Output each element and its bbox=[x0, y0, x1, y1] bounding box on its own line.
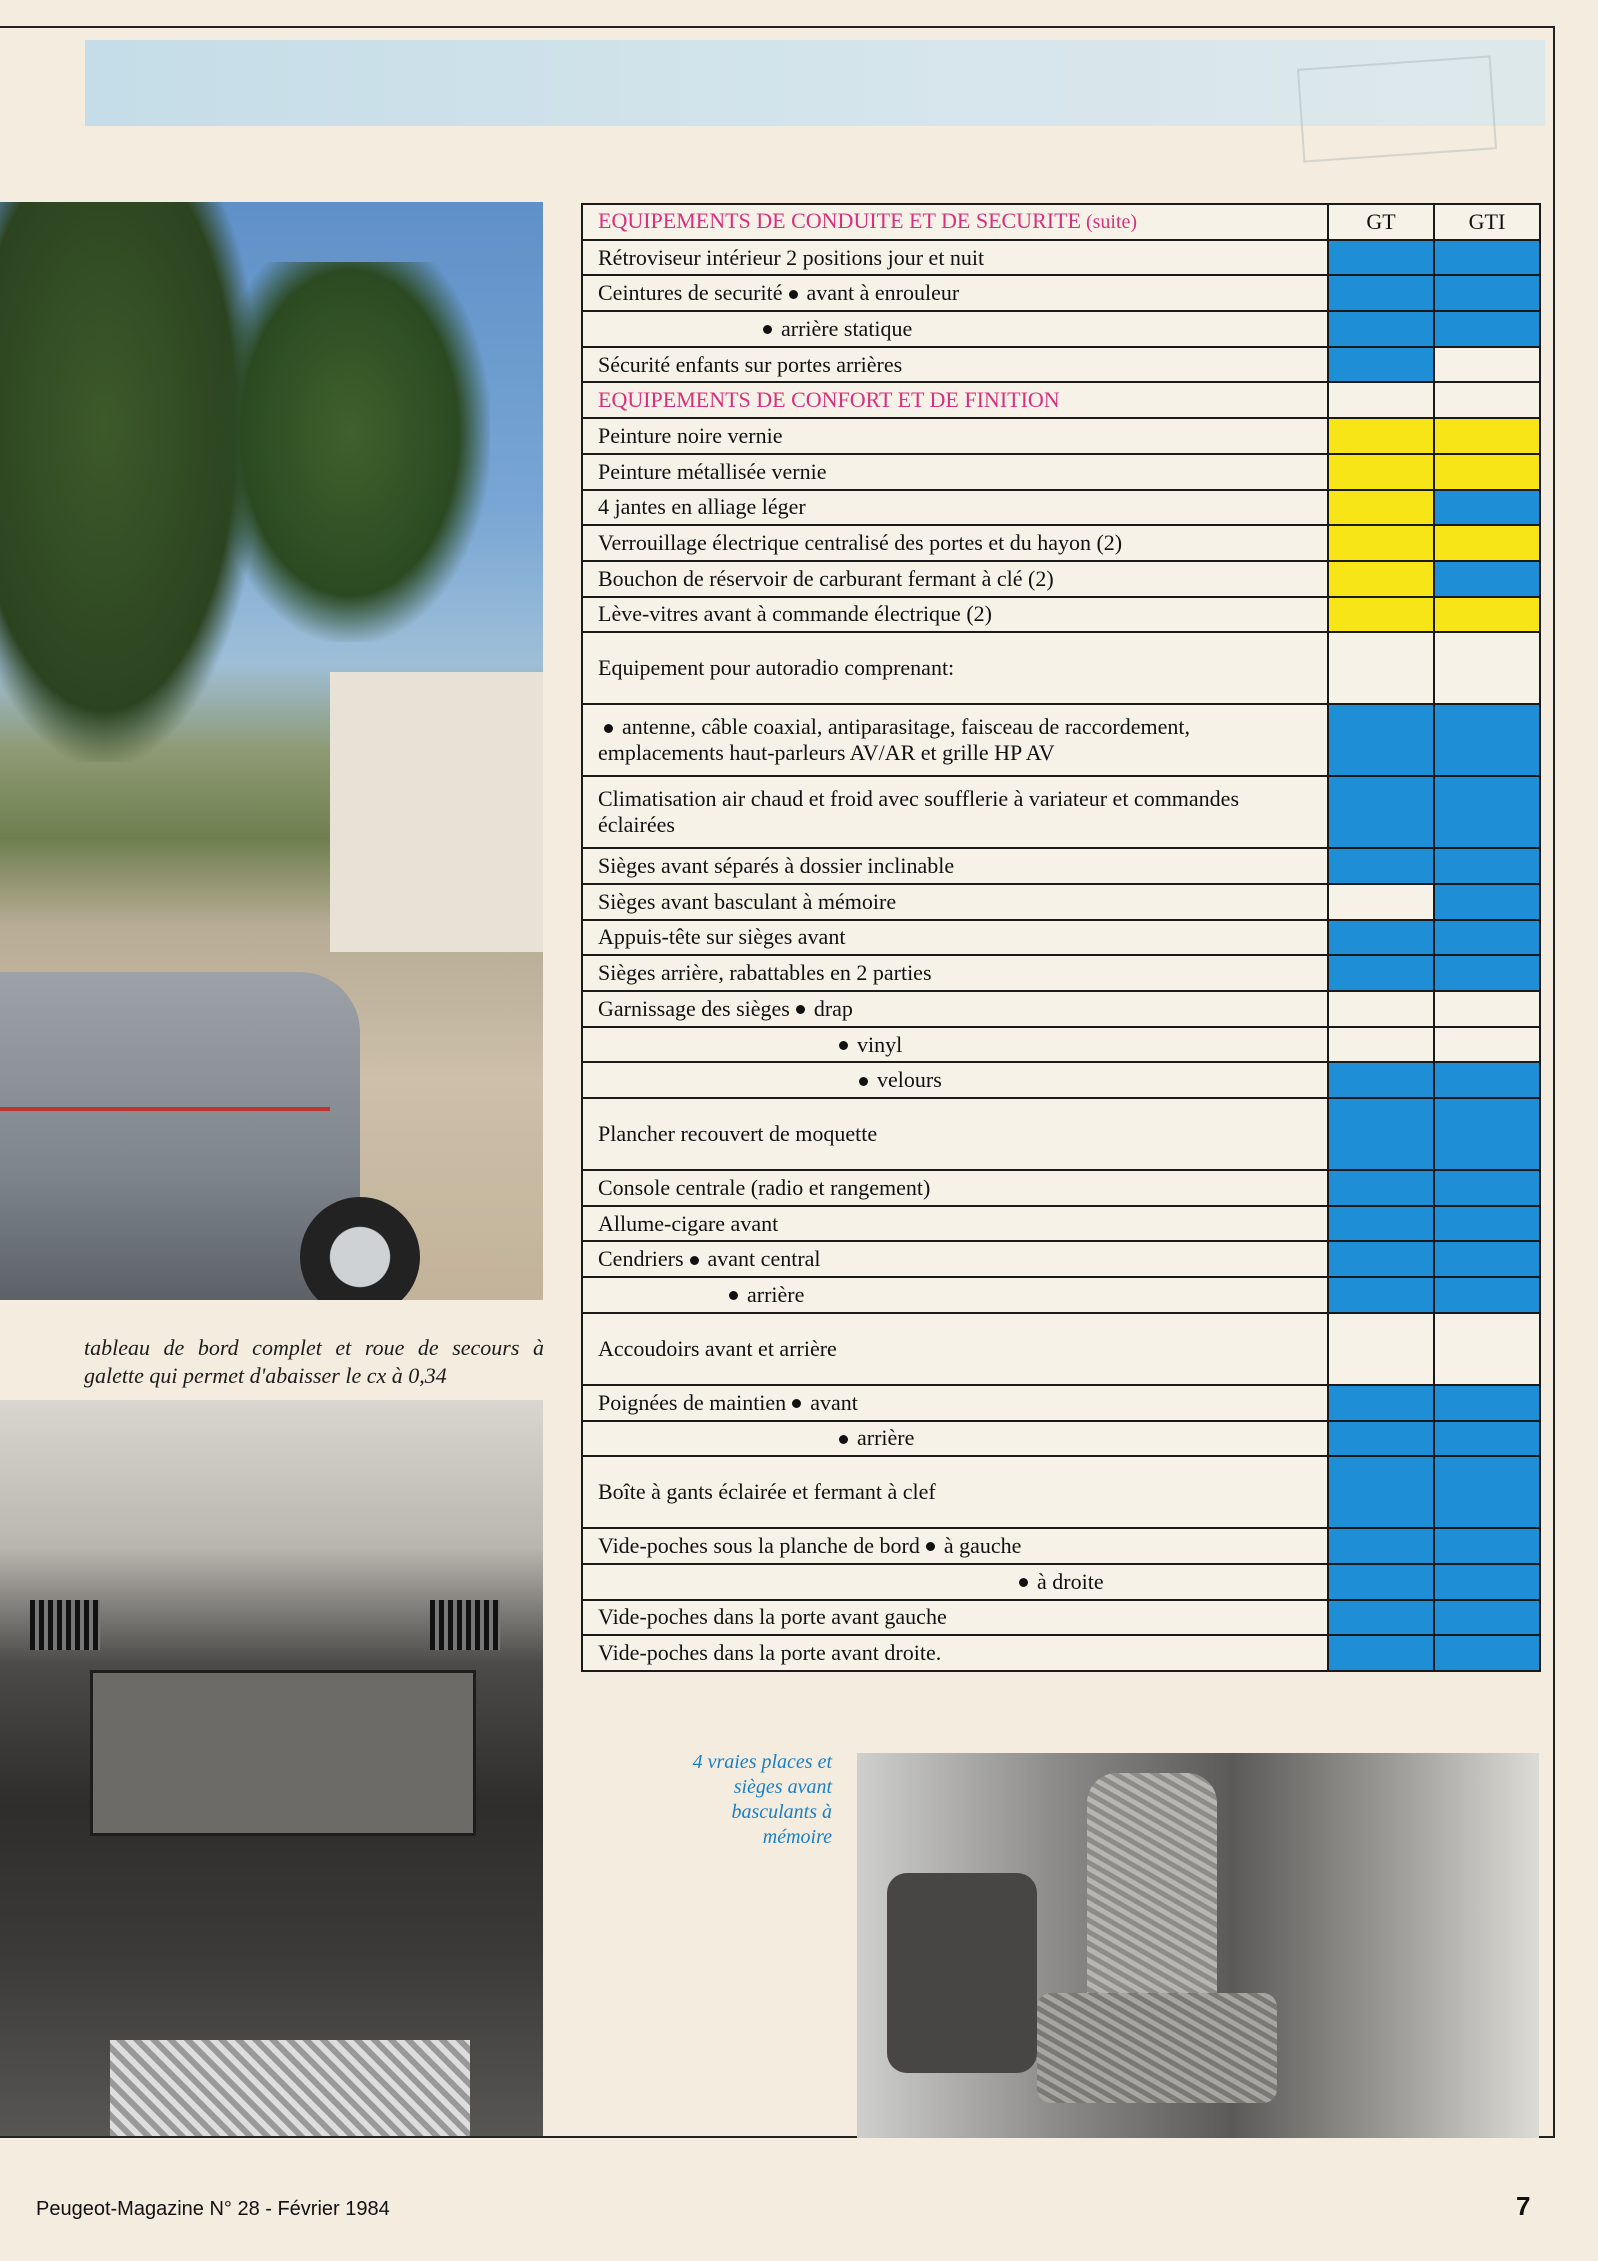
table-row bbox=[582, 955, 1540, 991]
bullet-icon bbox=[789, 290, 798, 299]
equipment-label-text: Rétroviseur intérieur 2 positions jour et nuit bbox=[598, 244, 985, 270]
availability-cell-gt bbox=[1328, 1027, 1434, 1063]
availability-cell-gti bbox=[1434, 240, 1540, 276]
equipment-label-text: Peinture métallisée vernie bbox=[598, 458, 827, 484]
table-row bbox=[582, 597, 1540, 633]
equipment-label-text: Accoudoirs avant et arrière bbox=[598, 1335, 837, 1361]
equipment-label-text: Vide-poches sous la planche de bord bbox=[598, 1533, 920, 1559]
glovebox-shape bbox=[90, 1670, 476, 1836]
availability-cell-gt bbox=[1328, 597, 1434, 633]
equipment-label-text: Ceintures de securité bbox=[598, 280, 783, 306]
equipment-label bbox=[582, 1421, 1328, 1457]
availability-cell-gti bbox=[1434, 632, 1540, 704]
dashboard-photo bbox=[0, 1400, 543, 2136]
equipment-label bbox=[582, 525, 1328, 561]
equipment-label bbox=[582, 1098, 1328, 1170]
equipment-label bbox=[582, 597, 1328, 633]
seat-base-shape bbox=[1037, 1993, 1277, 2103]
equipment-label bbox=[582, 955, 1328, 991]
table-section-row bbox=[582, 204, 1540, 240]
equipment-label bbox=[582, 1277, 1328, 1313]
equipment-sublabel: avant bbox=[810, 1389, 858, 1415]
equipment-label-text: Garnissage des sièges bbox=[598, 995, 790, 1021]
availability-cell-gti bbox=[1434, 490, 1540, 526]
availability-cell-gt bbox=[1328, 1098, 1434, 1170]
availability-cell-gti bbox=[1434, 1600, 1540, 1636]
equipment-label bbox=[582, 347, 1328, 383]
equipment-label-text: Appuis-tête sur sièges avant bbox=[598, 924, 846, 950]
table-row bbox=[582, 1600, 1540, 1636]
availability-cell-gti bbox=[1434, 1385, 1540, 1421]
table-row bbox=[582, 1635, 1540, 1671]
table-row bbox=[582, 632, 1540, 704]
availability-cell-gti bbox=[1434, 776, 1540, 848]
air-vent-shape bbox=[430, 1600, 500, 1650]
tree-shape bbox=[210, 262, 490, 642]
equipment-table-body bbox=[582, 204, 1540, 1671]
equipment-label bbox=[582, 1170, 1328, 1206]
equipment-label-text: Peinture noire vernie bbox=[598, 422, 783, 448]
availability-cell-gti bbox=[1434, 1098, 1540, 1170]
availability-cell-gt bbox=[1328, 418, 1434, 454]
table-row bbox=[582, 848, 1540, 884]
availability-cell-gti bbox=[1434, 275, 1540, 311]
equipment-sublabel: drap bbox=[813, 995, 853, 1021]
equipment-label-text: Lève-vitres avant à commande électrique (2) bbox=[598, 601, 992, 627]
availability-cell-gt bbox=[1328, 1600, 1434, 1636]
section-title bbox=[582, 204, 1328, 240]
equipment-label bbox=[582, 1062, 1328, 1098]
equipment-table bbox=[581, 203, 1541, 1672]
table-row bbox=[582, 418, 1540, 454]
bullet-icon bbox=[796, 1005, 805, 1014]
availability-cell-gti bbox=[1434, 561, 1540, 597]
availability-cell-gti bbox=[1434, 1277, 1540, 1313]
availability-cell-gt bbox=[1328, 776, 1434, 848]
table-row bbox=[582, 275, 1540, 311]
air-vent-shape bbox=[30, 1600, 100, 1650]
availability-cell-gti bbox=[1434, 1206, 1540, 1242]
availability-cell-gt bbox=[1328, 240, 1434, 276]
table-row bbox=[582, 311, 1540, 347]
bullet-icon bbox=[839, 1435, 848, 1444]
seats-photo bbox=[857, 1753, 1539, 2138]
equipment-label bbox=[582, 991, 1328, 1027]
equipment-label-text: 4 jantes en alliage léger bbox=[598, 494, 806, 520]
availability-cell-gt bbox=[1328, 454, 1434, 490]
availability-cell-gti bbox=[1434, 848, 1540, 884]
table-section-row bbox=[582, 382, 1540, 418]
table-row bbox=[582, 991, 1540, 1027]
availability-cell-gti bbox=[1434, 1421, 1540, 1457]
equipment-label-text: Poignées de maintien bbox=[598, 1389, 787, 1415]
equipment-label bbox=[582, 1385, 1328, 1421]
availability-cell-gti bbox=[1434, 1456, 1540, 1528]
bullet-icon bbox=[792, 1399, 801, 1408]
equipment-label bbox=[582, 490, 1328, 526]
table-row bbox=[582, 1421, 1540, 1457]
equipment-label-text: Cendriers bbox=[598, 1246, 684, 1272]
availability-cell-gt bbox=[1328, 1456, 1434, 1528]
availability-cell-gt bbox=[1328, 1241, 1434, 1277]
availability-cell-gt bbox=[1328, 1385, 1434, 1421]
equipment-label bbox=[582, 1313, 1328, 1385]
car-photo-caption: tableau de bord complet et roue de secours à galette qui permet d'abaisser le cx à 0,34 bbox=[84, 1335, 544, 1388]
table-row bbox=[582, 240, 1540, 276]
availability-cell-gt bbox=[1328, 1062, 1434, 1098]
availability-cell-gti bbox=[1434, 454, 1540, 490]
availability-cell-gti bbox=[1434, 1027, 1540, 1063]
seat-fabric-shape bbox=[110, 2040, 470, 2136]
equipment-sublabel: antenne, câble coaxial, antiparasitage, faisceau de raccordement, emplacements haut-parleurs AV/AR et grille HP AV bbox=[598, 714, 1191, 766]
table-row bbox=[582, 1528, 1540, 1564]
table-row bbox=[582, 776, 1540, 848]
availability-cell-gti bbox=[1434, 525, 1540, 561]
equipment-label bbox=[582, 704, 1328, 776]
equipment-label-text: Vide-poches dans la porte avant gauche bbox=[598, 1604, 947, 1630]
availability-cell-gt bbox=[1328, 632, 1434, 704]
column-header-gt: GT bbox=[1328, 204, 1434, 240]
bullet-icon bbox=[763, 325, 772, 334]
availability-cell-gti bbox=[1434, 920, 1540, 956]
equipment-label-text: EQUIPEMENTS DE CONFORT ET DE FINITION bbox=[598, 387, 1060, 413]
bullet-icon bbox=[690, 1256, 699, 1265]
availability-cell-gt bbox=[1328, 1313, 1434, 1385]
availability-cell-gt bbox=[1328, 955, 1434, 991]
availability-cell-gti bbox=[1434, 382, 1540, 418]
table-row bbox=[582, 1098, 1540, 1170]
availability-cell-gt bbox=[1328, 1170, 1434, 1206]
equipment-label bbox=[582, 1528, 1328, 1564]
equipment-sublabel: arrière bbox=[857, 1425, 915, 1451]
table-row bbox=[582, 704, 1540, 776]
bullet-icon bbox=[604, 724, 613, 733]
availability-cell-gti bbox=[1434, 311, 1540, 347]
column-header-gti: GTI bbox=[1434, 204, 1540, 240]
equipment-sublabel: à droite bbox=[1037, 1568, 1104, 1594]
availability-cell-gti bbox=[1434, 1062, 1540, 1098]
bullet-icon bbox=[926, 1542, 935, 1551]
equipment-label bbox=[582, 1241, 1328, 1277]
availability-cell-gt bbox=[1328, 704, 1434, 776]
table-row bbox=[582, 1277, 1540, 1313]
availability-cell-gti bbox=[1434, 1635, 1540, 1671]
availability-cell-gti bbox=[1434, 347, 1540, 383]
equipment-label-text: Allume-cigare avant bbox=[598, 1210, 779, 1236]
availability-cell-gt bbox=[1328, 991, 1434, 1027]
availability-cell-gti bbox=[1434, 991, 1540, 1027]
seat-back-shape bbox=[1087, 1773, 1217, 2003]
equipment-label-text: Sièges arrière, rabattables en 2 parties bbox=[598, 960, 932, 986]
availability-cell-gti bbox=[1434, 1241, 1540, 1277]
equipment-label-text: Plancher recouvert de moquette bbox=[598, 1121, 878, 1147]
footer-page-number: 7 bbox=[1516, 2191, 1531, 2221]
stamp-mark bbox=[1297, 55, 1497, 162]
availability-cell-gti bbox=[1434, 1313, 1540, 1385]
car-photo bbox=[0, 202, 543, 1300]
availability-cell-gt bbox=[1328, 920, 1434, 956]
equipment-label bbox=[582, 1456, 1328, 1528]
section-suffix: (suite) bbox=[1080, 211, 1138, 234]
availability-cell-gti bbox=[1434, 1528, 1540, 1564]
table-row bbox=[582, 1170, 1540, 1206]
equipment-sublabel: arrière statique bbox=[781, 315, 913, 341]
equipment-label-text: Sécurité enfants sur portes arrières bbox=[598, 351, 903, 377]
availability-cell-gti bbox=[1434, 955, 1540, 991]
availability-cell-gti bbox=[1434, 1170, 1540, 1206]
availability-cell-gti bbox=[1434, 597, 1540, 633]
equipment-label bbox=[582, 884, 1328, 920]
availability-cell-gt bbox=[1328, 1421, 1434, 1457]
equipment-sublabel: avant à enrouleur bbox=[806, 280, 960, 306]
bullet-icon bbox=[839, 1041, 848, 1050]
equipment-label-text: Sièges avant basculant à mémoire bbox=[598, 888, 897, 914]
equipment-label-text: Console centrale (radio et rangement) bbox=[598, 1174, 931, 1200]
equipment-label-text: Verrouillage électrique centralisé des portes et du hayon (2) bbox=[598, 530, 1123, 556]
availability-cell-gti bbox=[1434, 704, 1540, 776]
equipment-label bbox=[582, 275, 1328, 311]
availability-cell-gt bbox=[1328, 884, 1434, 920]
equipment-sublabel: arrière bbox=[747, 1281, 805, 1307]
house-shape bbox=[330, 672, 543, 952]
availability-cell-gt bbox=[1328, 1635, 1434, 1671]
equipment-sublabel: vinyl bbox=[857, 1031, 903, 1057]
table-row bbox=[582, 920, 1540, 956]
availability-cell-gt bbox=[1328, 1564, 1434, 1600]
availability-cell-gti bbox=[1434, 1564, 1540, 1600]
availability-cell-gt bbox=[1328, 848, 1434, 884]
car-stripe bbox=[0, 1107, 330, 1111]
table-row bbox=[582, 1385, 1540, 1421]
availability-cell-gt bbox=[1328, 347, 1434, 383]
availability-cell-gt bbox=[1328, 382, 1434, 418]
table-row bbox=[582, 561, 1540, 597]
availability-cell-gt bbox=[1328, 311, 1434, 347]
car-wheel-shape bbox=[300, 1197, 420, 1300]
table-row bbox=[582, 1206, 1540, 1242]
equipment-label bbox=[582, 1564, 1328, 1600]
equipment-label bbox=[582, 311, 1328, 347]
availability-cell-gt bbox=[1328, 561, 1434, 597]
table-row bbox=[582, 454, 1540, 490]
equipment-label-text: Sièges avant séparés à dossier inclinable bbox=[598, 853, 955, 879]
equipment-label bbox=[582, 561, 1328, 597]
equipment-label bbox=[582, 1027, 1328, 1063]
bullet-icon bbox=[859, 1077, 868, 1086]
table-row bbox=[582, 1241, 1540, 1277]
availability-cell-gt bbox=[1328, 1206, 1434, 1242]
equipment-label bbox=[582, 240, 1328, 276]
equipment-sublabel: avant central bbox=[707, 1246, 821, 1272]
availability-cell-gti bbox=[1434, 418, 1540, 454]
availability-cell-gt bbox=[1328, 1528, 1434, 1564]
equipment-label bbox=[582, 848, 1328, 884]
equipment-label-text: Equipement pour autoradio comprenant: bbox=[598, 655, 955, 681]
equipment-label-text: Bouchon de réservoir de carburant fermant à clé (2) bbox=[598, 565, 1054, 591]
equipment-label-text: EQUIPEMENTS DE CONDUITE ET DE SECURITE bbox=[598, 208, 1081, 234]
table-row bbox=[582, 347, 1540, 383]
availability-cell-gt bbox=[1328, 525, 1434, 561]
equipment-sublabel: velours bbox=[877, 1067, 942, 1093]
table-row bbox=[582, 1027, 1540, 1063]
equipment-label bbox=[582, 632, 1328, 704]
table-row bbox=[582, 490, 1540, 526]
seats-photo-caption: 4 vraies places et sièges avant basculants à mémoire bbox=[692, 1751, 832, 1848]
rear-seat-shape bbox=[887, 1873, 1037, 2073]
table-row bbox=[582, 1564, 1540, 1600]
table-row bbox=[582, 1062, 1540, 1098]
footer-publication: Peugeot-Magazine N° 28 - Février 1984 bbox=[36, 2198, 390, 2220]
availability-cell-gt bbox=[1328, 275, 1434, 311]
section-title bbox=[582, 382, 1328, 418]
page-border-right bbox=[1553, 26, 1555, 2138]
equipment-label bbox=[582, 1206, 1328, 1242]
equipment-label-text: Vide-poches dans la porte avant droite. bbox=[598, 1640, 942, 1666]
bullet-icon bbox=[729, 1291, 738, 1300]
equipment-label-text: Boîte à gants éclairée et fermant à clef bbox=[598, 1479, 936, 1505]
equipment-label bbox=[582, 1635, 1328, 1671]
availability-cell-gt bbox=[1328, 1277, 1434, 1313]
table-row bbox=[582, 525, 1540, 561]
table-row bbox=[582, 1456, 1540, 1528]
bullet-icon bbox=[1019, 1578, 1028, 1587]
availability-cell-gt bbox=[1328, 490, 1434, 526]
equipment-label bbox=[582, 776, 1328, 848]
availability-cell-gti bbox=[1434, 884, 1540, 920]
equipment-label bbox=[582, 920, 1328, 956]
equipment-label bbox=[582, 454, 1328, 490]
equipment-label bbox=[582, 418, 1328, 454]
table-row bbox=[582, 884, 1540, 920]
page-border-top bbox=[0, 26, 1555, 28]
equipment-label-text: Climatisation air chaud et froid avec soufflerie à variateur et commandes éclairées bbox=[598, 786, 1240, 838]
equipment-sublabel: à gauche bbox=[943, 1533, 1022, 1559]
table-row bbox=[582, 1313, 1540, 1385]
equipment-label bbox=[582, 1600, 1328, 1636]
